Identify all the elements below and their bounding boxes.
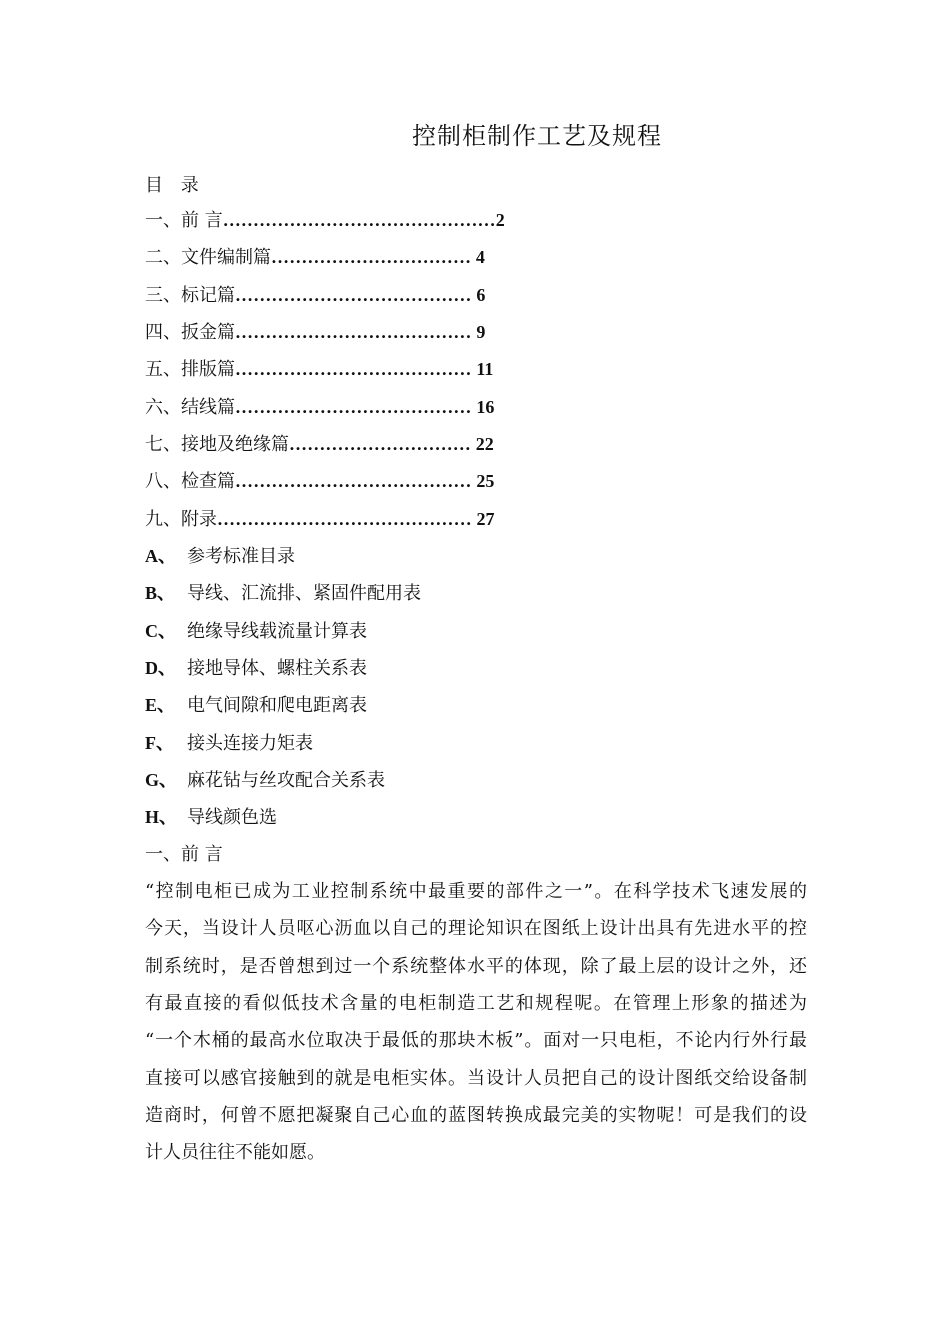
toc-entry-page: 11 bbox=[476, 359, 494, 379]
appendix-item bbox=[145, 768, 385, 793]
toc-entry-dots: ……………………………………… bbox=[222, 210, 496, 230]
appendix-item bbox=[145, 544, 295, 569]
toc-entry-page: 6 bbox=[476, 285, 486, 305]
appendix-item bbox=[145, 619, 367, 644]
toc-entry-dots: ………………………………… bbox=[235, 322, 477, 342]
toc-entry-dots: ………………………… bbox=[289, 434, 476, 454]
toc-entry-dots: …………………………………… bbox=[217, 509, 477, 529]
appendix-letter: B、 bbox=[145, 583, 176, 603]
toc-entry-page: 16 bbox=[476, 397, 495, 417]
paragraph-line: 造商时，何曾不愿把凝聚自己心血的蓝图转换成最完美的实物呢！可是我们的设 bbox=[145, 1105, 807, 1126]
toc-entry-label: 四、扳金篇 bbox=[145, 322, 235, 343]
toc-entry bbox=[145, 283, 485, 308]
document-title: 控制柜制作工艺及规程 bbox=[412, 122, 662, 150]
appendix-item bbox=[145, 656, 367, 681]
toc-entry-dots: …………………………… bbox=[271, 247, 476, 267]
appendix-text: 接头连接力矩表 bbox=[187, 733, 313, 754]
appendix-item bbox=[145, 693, 367, 718]
appendix-text: 绝缘导线载流量计算表 bbox=[187, 621, 367, 642]
paragraph-line: 计人员往往不能如愿。 bbox=[145, 1142, 325, 1163]
toc-entry-label: 二、文件编制篇 bbox=[145, 247, 271, 268]
toc-entry-label: 六、结线篇 bbox=[145, 397, 235, 418]
toc-entry-label: 五、排版篇 bbox=[145, 359, 235, 380]
toc-entry-label: 八、检查篇 bbox=[145, 471, 235, 492]
appendix-text: 电气间隙和爬电距离表 bbox=[187, 695, 367, 716]
appendix-letter: A、 bbox=[145, 546, 176, 566]
toc-entry bbox=[145, 395, 494, 420]
toc-entry-label: 一、前 言 bbox=[145, 210, 223, 231]
paragraph-line: 今天，当设计人员呕心沥血以自己的理论知识在图纸上设计出具有先进水平的控 bbox=[145, 918, 807, 939]
toc-heading: 目 录 bbox=[145, 175, 205, 196]
toc-entry bbox=[145, 320, 485, 345]
appendix-letter: C、 bbox=[145, 621, 176, 641]
paragraph-line: 制系统时，是否曾想到过一个系统整体水平的体现，除了最上层的设计之外，还 bbox=[145, 956, 807, 977]
toc-entry-label: 七、接地及绝缘篇 bbox=[145, 434, 289, 455]
toc-entry bbox=[145, 208, 505, 233]
appendix-item bbox=[145, 805, 277, 830]
toc-entry-dots: ………………………………… bbox=[235, 471, 477, 491]
toc-entry-label: 九、附录 bbox=[145, 509, 217, 530]
paragraph-line: 直接可以感官接触到的就是电柜实体。当设计人员把自己的设计图纸交给设备制 bbox=[145, 1068, 807, 1089]
toc-entry-page: 22 bbox=[475, 434, 494, 454]
appendix-text: 接地导体、螺柱关系表 bbox=[187, 658, 367, 679]
paragraph-line: “一个木桶的最高水位取决于最低的那块木板”。面对一只电柜，不论内行外行最 bbox=[145, 1030, 807, 1051]
appendix-text: 麻花钻与丝攻配合关系表 bbox=[187, 770, 385, 791]
toc-entry-dots: ………………………………… bbox=[235, 397, 477, 417]
toc-entry-label: 三、标记篇 bbox=[145, 285, 235, 306]
toc-entry-dots: ………………………………… bbox=[235, 285, 477, 305]
toc-entry-dots: ………………………………… bbox=[235, 359, 477, 379]
toc-entry-page: 4 bbox=[475, 247, 485, 267]
appendix-letter: E、 bbox=[145, 695, 176, 715]
toc-entry-page: 2 bbox=[495, 210, 505, 230]
toc-entry-page: 9 bbox=[476, 322, 486, 342]
appendix-item bbox=[145, 731, 313, 756]
toc-entry bbox=[145, 357, 493, 382]
appendix-text: 导线颜色选 bbox=[187, 807, 277, 828]
appendix-item bbox=[145, 581, 421, 606]
toc-entry bbox=[145, 432, 494, 457]
toc-entry bbox=[145, 245, 485, 270]
toc-entry-page: 27 bbox=[476, 509, 495, 529]
appendix-letter: D、 bbox=[145, 658, 176, 678]
paragraph-line: “控制电柜已成为工业控制系统中最重要的部件之一”。在科学技术飞速发展的 bbox=[145, 881, 807, 902]
appendix-text: 导线、汇流排、紧固件配用表 bbox=[187, 583, 421, 604]
paragraph-line: 有最直接的看似低技术含量的电柜制造工艺和规程呢。在管理上形象的描述为 bbox=[145, 993, 807, 1014]
toc-entry bbox=[145, 507, 495, 532]
toc-entry bbox=[145, 469, 494, 494]
appendix-letter: G、 bbox=[145, 770, 178, 790]
appendix-letter: H、 bbox=[145, 807, 178, 827]
section-heading: 一、前 言 bbox=[145, 844, 223, 865]
toc-entry-page: 25 bbox=[476, 471, 495, 491]
appendix-letter: F、 bbox=[145, 733, 174, 753]
appendix-text: 参考标准目录 bbox=[187, 546, 295, 567]
